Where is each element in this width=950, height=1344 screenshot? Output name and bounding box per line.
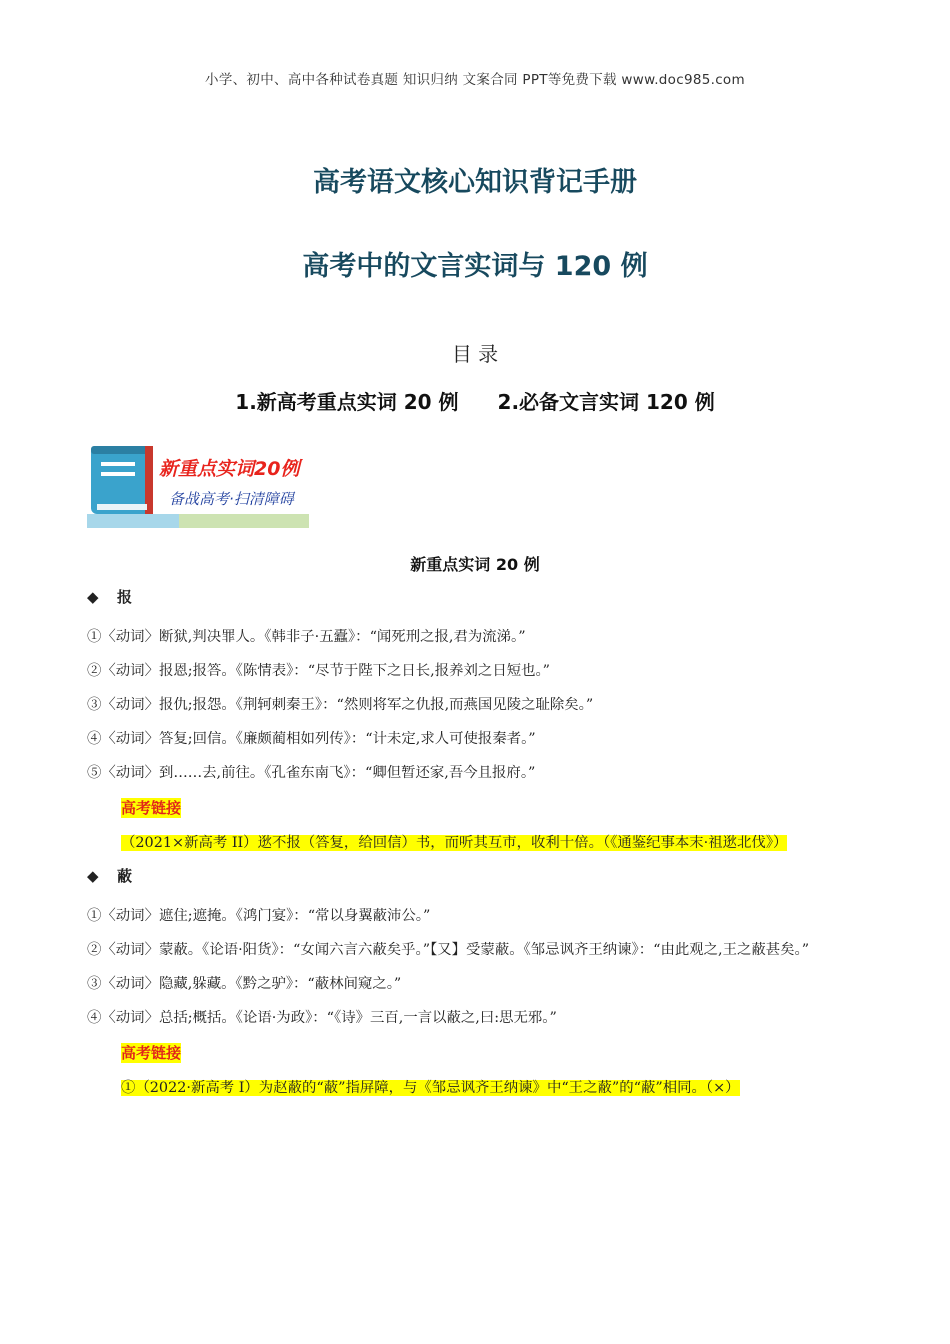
- exam-link-text: ①（2022·新高考 I）为赵蔽的“蔽”指屏障，与《邹忌讽齐王纳谏》中“王之蔽”的“蔽”相同。（×）: [121, 1080, 740, 1096]
- document-subtitle: 高考中的文言实词与 120 例: [302, 251, 648, 282]
- toc-item-2[interactable]: 2.必备文言实词 120 例: [497, 390, 715, 414]
- diamond-bullet-icon: ◆: [87, 588, 99, 606]
- entry: ④〈动词〉总括;概括。《论语·为政》：“《诗》三百,一言以蔽之,曰:思无邪。”: [87, 1010, 557, 1026]
- entry: ①〈动词〉遮住;遮掩。《鸿门宴》：“常以身翼蔽沛公。”: [87, 908, 431, 924]
- entry: ②〈动词〉蒙蔽。《论语·阳货》：“女闻六言六蔽矣乎。”【又】受蒙蔽。《邹忌讽齐王纳谏》：“由此观之,王之蔽甚矣。”: [87, 942, 810, 958]
- document-title: 高考语文核心知识背记手册: [313, 167, 637, 198]
- entry: ①〈动词〉断狱,判决罪人。《韩非子·五蠹》：“闻死刑之报,君为流涕。”: [87, 629, 526, 645]
- section-banner: [87, 440, 309, 528]
- section-heading: 新重点实词 20 例: [410, 555, 540, 574]
- toc-label: 目 录: [451, 342, 499, 366]
- entry: ③〈动词〉报仇;报怨。《荆轲刺秦王》：“然则将军之仇报,而燕国见陵之耻除矣。”: [87, 697, 594, 713]
- toc-item-1[interactable]: 1.新高考重点实词 20 例: [235, 390, 459, 414]
- page-header: 小学、初中、高中各种试卷真题 知识归纳 文案合同 PPT等免费下载 www.doc985.com: [205, 72, 745, 88]
- exam-link-label: 高考链接: [121, 1044, 182, 1062]
- word-heading: [87, 865, 857, 899]
- content: [87, 586, 857, 1106]
- banner-title: 新重点实词20例: [159, 458, 300, 480]
- word-char: 报: [117, 588, 133, 606]
- exam-link-text: （2021×新高考 II）逖不报（答复，给回信）书，而听其互市，收利十倍。（《通鉴纪事本末·祖逖北伐》）: [121, 835, 788, 851]
- word-char: 蔽: [117, 867, 133, 885]
- diamond-bullet-icon: ◆: [87, 867, 99, 885]
- banner-subtitle: 备战高考·扫清障碍: [169, 490, 294, 508]
- exam-link-label: 高考链接: [121, 799, 182, 817]
- entry: ③〈动词〉隐藏,躲藏。《黔之驴》：“蔽林间窥之。”: [87, 976, 402, 992]
- word-heading: [87, 586, 857, 620]
- entry: ⑤〈动词〉到……去,前往。《孔雀东南飞》：“卿但暂还家,吾今且报府。”: [87, 765, 536, 781]
- entry: ②〈动词〉报恩;报答。《陈情表》：“尽节于陛下之日长,报养刘之日短也。”: [87, 663, 551, 679]
- toc: [0, 386, 950, 415]
- entry: ④〈动词〉答复;回信。《廉颇蔺相如列传》：“计未定,求人可使报秦者。”: [87, 731, 536, 747]
